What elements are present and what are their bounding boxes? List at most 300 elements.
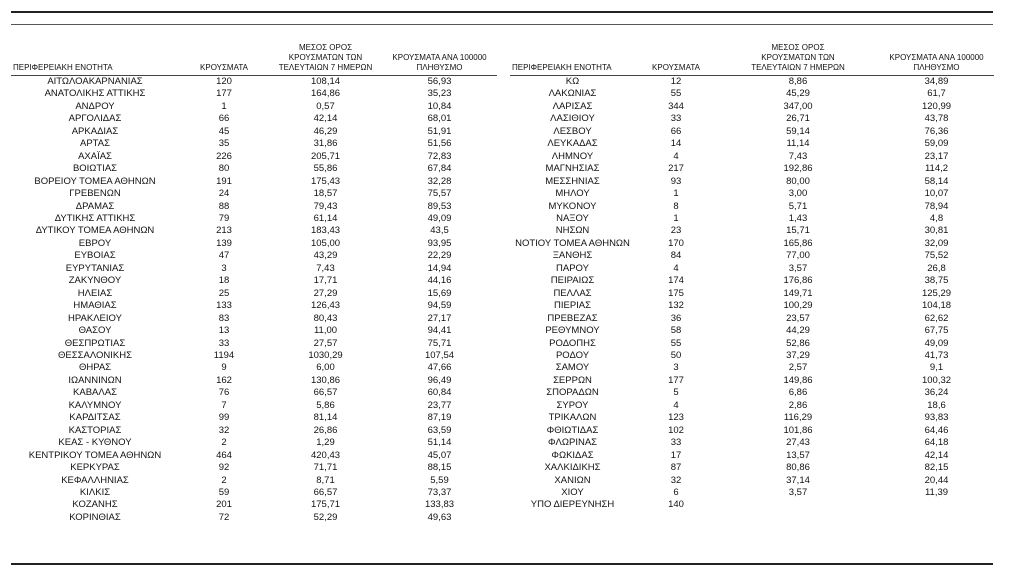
- region-name-cell: ΣΑΜΟΥ: [555, 362, 590, 374]
- seven-day-average-cell: 116,29: [783, 412, 813, 424]
- cases-cell: 3: [673, 362, 679, 374]
- seven-day-average-cell: 149,86: [783, 374, 813, 386]
- region-name-cell: ΗΡΑΚΛΕΙΟΥ: [68, 312, 122, 324]
- header-per100k-line1: ΚΡΟΥΣΜΑΤΑ ΑΝΑ 100000: [889, 53, 984, 62]
- cases-cell: 1: [221, 100, 227, 112]
- seven-day-average-cell: 26,71: [786, 113, 810, 125]
- cases-per-100k-cell: 104,18: [921, 300, 952, 312]
- table-row: [11, 325, 497, 337]
- seven-day-average-cell: 17,71: [313, 275, 338, 287]
- region-name-cell: ΛΗΜΝΟΥ: [551, 150, 594, 162]
- region-name-cell: ΦΛΩΡΙΝΑΣ: [547, 437, 598, 449]
- cases-cell: 1: [673, 188, 679, 200]
- cases-per-100k-cell: 14,94: [427, 262, 452, 274]
- region-name-cell: ΑΧΑΪΑΣ: [78, 150, 112, 162]
- seven-day-average-cell: 8,71: [316, 474, 335, 486]
- seven-day-average-cell: 164,86: [310, 88, 341, 100]
- bottom-border: [11, 563, 993, 565]
- table-row: [510, 176, 994, 188]
- region-name-cell: ΜΑΓΝΗΣΙΑΣ: [545, 163, 600, 175]
- region-name-cell: ΠΕΛΛΑΣ: [553, 287, 592, 299]
- seven-day-average-cell: 420,43: [310, 449, 341, 461]
- cases-cell: 25: [218, 287, 230, 299]
- table-row: [11, 238, 497, 250]
- table-body-right: [510, 76, 994, 512]
- cases-cell: 17: [670, 449, 682, 461]
- table-row: [11, 163, 497, 175]
- seven-day-average-cell: [717, 499, 879, 511]
- header-7day-average: [269, 30, 382, 76]
- region-name-cell: ΚΕΝΤΡΙΚΟΥ ΤΟΜΕΑ ΑΘΗΝΩΝ: [28, 449, 162, 461]
- cases-per-100k-cell: 26,8: [927, 262, 946, 274]
- header-per100k-line1: ΚΡΟΥΣΜΑΤΑ ΑΝΑ 100000: [392, 53, 487, 62]
- table-row: [11, 450, 497, 462]
- table-row: [11, 512, 497, 524]
- seven-day-average-cell: 347,00: [783, 100, 813, 112]
- seven-day-average-cell: 44,29: [786, 325, 810, 337]
- seven-day-average-cell: 77,00: [786, 250, 810, 262]
- table-row: [11, 313, 497, 325]
- region-name-cell: ΑΝΔΡΟΥ: [75, 100, 115, 112]
- cases-per-100k-cell: 10,84: [427, 100, 452, 112]
- cases-per-100k-cell: 43,78: [924, 113, 949, 125]
- region-name-cell: ΔΥΤΙΚΟΥ ΤΟΜΕΑ ΑΘΗΝΩΝ: [35, 225, 155, 237]
- region-name-cell: ΚΕΡΚΥΡΑΣ: [70, 462, 120, 474]
- region-name-cell: ΔΡΑΜΑΣ: [75, 200, 115, 212]
- region-name-cell: ΘΑΣΟΥ: [78, 325, 112, 337]
- region-name-cell: ΚΟΡΙΝΘΙΑΣ: [69, 511, 121, 523]
- cases-per-100k-cell: 23,17: [924, 150, 949, 162]
- table-row: [510, 113, 994, 125]
- table-row: [11, 300, 497, 312]
- seven-day-average-cell: 80,86: [786, 462, 810, 474]
- cases-per-100k-cell: 49,09: [924, 337, 949, 349]
- region-name-cell: ΕΥΡΥΤΑΝΙΑΣ: [65, 262, 125, 274]
- table-row: [510, 450, 994, 462]
- region-name-cell: ΝΑΞΟΥ: [556, 212, 589, 224]
- cases-per-100k-cell: 43,5: [430, 225, 449, 237]
- cases-cell: 33: [218, 337, 230, 349]
- seven-day-average-cell: 3,57: [788, 486, 808, 498]
- seven-day-average-cell: 205,71: [310, 150, 341, 162]
- region-name-cell: ΣΥΡΟΥ: [556, 399, 589, 411]
- cases-per-100k-cell: 75,52: [924, 250, 949, 262]
- table-row: [510, 250, 994, 262]
- table-row: [11, 188, 497, 200]
- region-name-cell: ΑΡΓΟΛΙΔΑΣ: [68, 113, 122, 125]
- region-name-cell: ΜΥΚΟΝΟΥ: [548, 200, 597, 212]
- region-name-cell: ΛΑΣΙΘΙΟΥ: [550, 113, 595, 125]
- cases-cell: 174: [668, 275, 684, 287]
- cases-cell: 464: [216, 449, 232, 461]
- table-row: [11, 487, 497, 499]
- region-name-cell: ΥΠΟ ΔΙΕΡΕΥΝΗΣΗ: [530, 499, 615, 511]
- cases-cell: 177: [216, 88, 232, 100]
- cases-per-100k-cell: 11,39: [924, 486, 949, 498]
- header-region: ΠΕΡΙΦΕΡΕΙΑΚΗ ΕΝΟΤΗΤΑ: [11, 30, 179, 76]
- cases-per-100k-cell: 42,14: [924, 449, 949, 461]
- cases-cell: 132: [668, 300, 684, 312]
- region-name-cell: ΜΕΣΣΗΝΙΑΣ: [545, 175, 600, 187]
- cases-cell: 87: [670, 462, 682, 474]
- table-row: [510, 201, 994, 213]
- region-name-cell: ΗΛΕΙΑΣ: [77, 287, 113, 299]
- table-row: [11, 412, 497, 424]
- region-name-cell: ΙΩΑΝΝΙΝΩΝ: [68, 374, 122, 386]
- cases-cell: 177: [668, 374, 684, 386]
- region-name-cell: ΧΑΛΚΙΔΙΚΗΣ: [544, 462, 601, 474]
- region-name-cell: ΣΕΡΡΩΝ: [553, 374, 592, 386]
- cases-cell: 3: [221, 262, 227, 274]
- header-cases-per-100k: [382, 30, 497, 76]
- cases-per-100k-cell: 9,1: [929, 362, 944, 374]
- region-name-cell: ΛΕΥΚΑΔΑΣ: [547, 138, 598, 150]
- cases-cell: 35: [218, 138, 230, 150]
- table-row: [11, 499, 497, 511]
- cases-cell: 139: [216, 237, 232, 249]
- region-name-cell: ΠΙΕΡΙΑΣ: [553, 300, 592, 312]
- cases-cell: 33: [670, 437, 682, 449]
- cases-per-100k-cell: 87,19: [427, 412, 452, 424]
- table-row: [510, 499, 994, 511]
- cases-per-100k-cell: 76,36: [924, 125, 949, 137]
- seven-day-average-cell: 11,00: [313, 325, 338, 337]
- seven-day-average-cell: 11,14: [786, 138, 810, 150]
- table-row: [11, 176, 497, 188]
- region-name-cell: ΛΑΚΩΝΙΑΣ: [548, 88, 597, 100]
- region-name-cell: ΚΑΒΑΛΑΣ: [73, 387, 117, 399]
- table-row: [510, 437, 994, 449]
- cases-per-100k-cell: 125,29: [921, 287, 952, 299]
- region-name-cell: ΛΑΡΙΣΑΣ: [552, 100, 593, 112]
- cases-table-left: [11, 30, 497, 524]
- cases-per-100k-cell: 82,15: [924, 462, 949, 474]
- header-row: [510, 30, 994, 76]
- seven-day-average-cell: 7,43: [316, 262, 335, 274]
- seven-day-average-cell: 192,86: [783, 163, 813, 175]
- cases-per-100k-cell: 73,37: [427, 486, 452, 498]
- seven-day-average-cell: 5,71: [788, 200, 808, 212]
- seven-day-average-cell: 3,00: [788, 188, 808, 200]
- seven-day-average-cell: 42,14: [313, 113, 338, 125]
- header-avg-line1: ΜΕΣΟΣ ΟΡΟΣ: [771, 43, 825, 52]
- seven-day-average-cell: 37,14: [786, 474, 810, 486]
- cases-per-100k-cell: 51,91: [427, 125, 452, 137]
- table-row: [11, 462, 497, 474]
- cases-per-100k-cell: 44,16: [427, 275, 452, 287]
- cases-cell: 9: [221, 362, 227, 374]
- region-name-cell: ΜΗΛΟΥ: [555, 188, 590, 200]
- table-row: [11, 88, 497, 100]
- cases-per-100k-cell: 62,62: [924, 312, 949, 324]
- table-row: [11, 437, 497, 449]
- header-avg-line2: ΚΡΟΥΣΜΑΤΩΝ ΤΩΝ: [761, 53, 835, 62]
- cases-per-100k-cell: 32,28: [427, 175, 452, 187]
- region-name-cell: ΑΝΑΤΟΛΙΚΗΣ ΑΤΤΙΚΗΣ: [44, 88, 146, 100]
- table-row: [510, 338, 994, 350]
- table-row: [510, 387, 994, 399]
- seven-day-average-cell: 130,86: [310, 374, 341, 386]
- table-row: [510, 126, 994, 138]
- seven-day-average-cell: 31,86: [313, 138, 338, 150]
- region-name-cell: ΦΩΚΙΔΑΣ: [551, 449, 594, 461]
- region-name-cell: ΘΕΣΠΡΩΤΙΑΣ: [64, 337, 126, 349]
- cases-per-100k-cell: 133,83: [424, 499, 455, 511]
- table-row: [510, 425, 994, 437]
- cases-per-100k-cell: 41,73: [924, 349, 949, 361]
- cases-per-100k-cell: 5,59: [430, 474, 449, 486]
- cases-per-100k-cell: 51,14: [427, 437, 452, 449]
- cases-cell: 170: [668, 237, 684, 249]
- table-row: [11, 250, 497, 262]
- region-name-cell: ΤΡΙΚΑΛΩΝ: [548, 412, 597, 424]
- seven-day-average-cell: 2,57: [788, 362, 808, 374]
- cases-per-100k-cell: 20,44: [924, 474, 949, 486]
- region-name-cell: ΚΑΣΤΟΡΙΑΣ: [68, 424, 122, 436]
- seven-day-average-cell: 55,86: [313, 163, 338, 175]
- seven-day-average-cell: 3,57: [788, 262, 808, 274]
- seven-day-average-cell: 79,43: [313, 200, 338, 212]
- cases-cell: 45: [218, 125, 230, 137]
- cases-cell: 76: [218, 387, 230, 399]
- seven-day-average-cell: 71,71: [313, 462, 338, 474]
- seven-day-average-cell: 2,86: [788, 399, 808, 411]
- cases-cell: 4: [673, 399, 679, 411]
- table-row: [510, 475, 994, 487]
- cases-cell: 2: [221, 474, 227, 486]
- cases-per-100k-cell: 67,84: [427, 163, 452, 175]
- table-row: [510, 138, 994, 150]
- cases-cell: 23: [670, 225, 682, 237]
- table-row: [510, 300, 994, 312]
- top-thin-border: [11, 24, 993, 25]
- region-name-cell: ΡΟΔΟΠΗΣ: [549, 337, 596, 349]
- table-row: [510, 163, 994, 175]
- top-border: [11, 11, 993, 13]
- cases-cell: 59: [218, 486, 230, 498]
- cases-cell: 344: [668, 100, 684, 112]
- cases-cell: 50: [670, 349, 682, 361]
- seven-day-average-cell: 8,86: [788, 76, 808, 87]
- seven-day-average-cell: 1,29: [316, 437, 335, 449]
- seven-day-average-cell: 37,29: [786, 349, 810, 361]
- cases-per-100k-cell: [879, 499, 994, 511]
- cases-cell: 120: [216, 76, 232, 87]
- region-name-cell: ΕΒΡΟΥ: [78, 237, 112, 249]
- cases-per-100k-cell: 100,32: [921, 374, 952, 386]
- table-row: [510, 263, 994, 275]
- cases-per-100k-cell: 30,81: [924, 225, 949, 237]
- cases-per-100k-cell: 107,54: [424, 349, 455, 361]
- header-avg-line2: ΚΡΟΥΣΜΑΤΩΝ ΤΩΝ: [288, 53, 363, 62]
- table-body-left: [11, 76, 497, 525]
- cases-per-100k-cell: 60,84: [427, 387, 452, 399]
- seven-day-average-cell: 52,29: [313, 511, 338, 523]
- seven-day-average-cell: 80,00: [786, 175, 810, 187]
- cases-cell: 12: [670, 76, 682, 87]
- cases-per-100k-cell: 35,23: [427, 88, 452, 100]
- region-name-cell: ΧΙΟΥ: [561, 486, 584, 498]
- seven-day-average-cell: 175,43: [310, 175, 341, 187]
- seven-day-average-cell: 6,86: [788, 387, 808, 399]
- region-name-cell: ΡΕΘΥΜΝΟΥ: [545, 325, 600, 337]
- region-name-cell: ΛΕΣΒΟΥ: [553, 125, 592, 137]
- table-row: [510, 350, 994, 362]
- cases-per-100k-cell: 94,41: [427, 325, 452, 337]
- table-row: [510, 400, 994, 412]
- region-name-cell: ΘΕΣΣΑΛΟΝΙΚΗΣ: [58, 349, 132, 361]
- seven-day-average-cell: 149,71: [783, 287, 813, 299]
- region-name-cell: ΝΗΣΩΝ: [555, 225, 590, 237]
- cases-cell: 66: [218, 113, 230, 125]
- cases-cell: 14: [670, 138, 682, 150]
- seven-day-average-cell: 81,14: [313, 412, 338, 424]
- region-name-cell: ΘΗΡΑΣ: [78, 362, 112, 374]
- header-avg-line1: ΜΕΣΟΣ ΟΡΟΣ: [298, 43, 353, 52]
- cases-cell: 79: [218, 212, 230, 224]
- cases-per-100k-cell: 47,66: [427, 362, 452, 374]
- cases-per-100k-cell: 96,49: [427, 374, 452, 386]
- region-name-cell: ΗΜΑΘΙΑΣ: [73, 300, 117, 312]
- table-row: [11, 362, 497, 374]
- cases-cell: 4: [673, 262, 679, 274]
- seven-day-average-cell: 23,57: [786, 312, 810, 324]
- seven-day-average-cell: 7,43: [788, 150, 808, 162]
- region-name-cell: ΝΟΤΙΟΥ ΤΟΜΕΑ ΑΘΗΝΩΝ: [515, 237, 630, 249]
- region-name-cell: ΑΙΤΩΛΟΑΚΑΡΝΑΝΙΑΣ: [47, 76, 143, 87]
- cases-per-100k-cell: 94,59: [427, 300, 452, 312]
- table-row: [11, 138, 497, 150]
- table-row: [510, 88, 994, 100]
- cases-per-100k-cell: 32,09: [924, 237, 949, 249]
- cases-cell: 18: [218, 275, 230, 287]
- seven-day-average-cell: 80,43: [313, 312, 338, 324]
- seven-day-average-cell: 13,57: [786, 449, 810, 461]
- seven-day-average-cell: 61,14: [313, 212, 338, 224]
- cases-cell: 213: [216, 225, 232, 237]
- table-row: [510, 412, 994, 424]
- cases-cell: 32: [670, 474, 682, 486]
- table-row: [11, 113, 497, 125]
- table-row: [510, 225, 994, 237]
- cases-cell: 2: [221, 437, 227, 449]
- cases-per-100k-cell: 45,07: [427, 449, 452, 461]
- seven-day-average-cell: 105,00: [310, 237, 341, 249]
- region-name-cell: ΚΕΑΣ - ΚΥΘΝΟΥ: [58, 437, 132, 449]
- region-name-cell: ΔΥΤΙΚΗΣ ΑΤΤΙΚΗΣ: [54, 212, 136, 224]
- seven-day-average-cell: 18,57: [313, 188, 338, 200]
- cases-per-100k-cell: 120,99: [921, 100, 952, 112]
- seven-day-average-cell: 27,29: [313, 287, 338, 299]
- cases-cell: 123: [668, 412, 684, 424]
- cases-cell: 5: [673, 387, 679, 399]
- region-name-cell: ΚΟΖΑΝΗΣ: [72, 499, 118, 511]
- cases-cell: 84: [670, 250, 682, 262]
- cases-cell: 47: [218, 250, 230, 262]
- table-row: [510, 213, 994, 225]
- cases-per-100k-cell: 4,8: [929, 212, 944, 224]
- cases-per-100k-cell: 67,75: [924, 325, 949, 337]
- cases-cell: 88: [218, 200, 230, 212]
- seven-day-average-cell: 27,43: [786, 437, 810, 449]
- cases-cell: 83: [218, 312, 230, 324]
- cases-cell: 6: [673, 486, 679, 498]
- table-row: [11, 338, 497, 350]
- cases-cell: 72: [218, 511, 230, 523]
- cases-per-100k-cell: 93,95: [427, 237, 452, 249]
- seven-day-average-cell: 100,29: [783, 300, 813, 312]
- table-row: [11, 288, 497, 300]
- cases-cell: 92: [218, 462, 230, 474]
- table-row: [11, 387, 497, 399]
- table-row: [510, 325, 994, 337]
- seven-day-average-cell: 0,57: [316, 100, 335, 112]
- cases-cell: 36: [670, 312, 682, 324]
- seven-day-average-cell: 165,86: [783, 237, 813, 249]
- cases-per-100k-cell: 56,93: [427, 76, 452, 87]
- seven-day-average-cell: 45,29: [786, 88, 810, 100]
- region-name-cell: ΚΕΦΑΛΛΗΝΙΑΣ: [61, 474, 129, 486]
- cases-cell: 80: [218, 163, 230, 175]
- cases-cell: 102: [668, 424, 684, 436]
- cases-cell: 24: [218, 188, 230, 200]
- cases-table-right: [510, 30, 994, 512]
- header-7day-average: [717, 30, 879, 76]
- region-name-cell: ΡΟΔΟΥ: [555, 349, 590, 361]
- seven-day-average-cell: 176,86: [783, 275, 813, 287]
- region-name-cell: ΕΥΒΟΙΑΣ: [74, 250, 116, 262]
- region-name-cell: ΚΑΛΥΜΝΟΥ: [68, 399, 122, 411]
- cases-per-100k-cell: 75,57: [427, 188, 452, 200]
- cases-per-100k-cell: 36,24: [924, 387, 949, 399]
- cases-cell: 66: [670, 125, 682, 137]
- table-row: [11, 475, 497, 487]
- cases-per-100k-cell: 59,09: [924, 138, 949, 150]
- table-row: [510, 462, 994, 474]
- seven-day-average-cell: 52,86: [786, 337, 810, 349]
- seven-day-average-cell: 46,29: [313, 125, 338, 137]
- region-name-cell: ΑΡΤΑΣ: [80, 138, 110, 150]
- cases-cell: 1194: [213, 349, 235, 361]
- cases-cell: 175: [668, 287, 684, 299]
- seven-day-average-cell: 6,00: [316, 362, 335, 374]
- cases-cell: 226: [216, 150, 232, 162]
- header-per100k-line2: ΠΛΗΘΥΣΜΟ: [416, 63, 463, 72]
- region-name-cell: ΖΑΚΥΝΘΟΥ: [68, 275, 122, 287]
- seven-day-average-cell: 26,86: [313, 424, 338, 436]
- table-row: [11, 151, 497, 163]
- cases-cell: 33: [670, 113, 682, 125]
- header-avg-line3: ΤΕΛΕΥΤΑΙΩΝ 7 ΗΜΕΡΩΝ: [751, 63, 845, 72]
- cases-cell: 55: [670, 337, 682, 349]
- table-row: [510, 362, 994, 374]
- seven-day-average-cell: 108,14: [310, 76, 341, 87]
- cases-per-100k-cell: 22,29: [427, 250, 452, 262]
- cases-per-100k-cell: 114,2: [924, 163, 949, 175]
- region-name-cell: ΚΩ: [565, 76, 580, 87]
- table-row: [11, 425, 497, 437]
- region-name-cell: ΠΕΙΡΑΙΩΣ: [550, 275, 595, 287]
- cases-per-100k-cell: 27,17: [427, 312, 452, 324]
- seven-day-average-cell: 1030,29: [308, 349, 343, 361]
- cases-per-100k-cell: 38,75: [924, 275, 949, 287]
- region-name-cell: ΒΟΙΩΤΙΑΣ: [72, 163, 118, 175]
- table-row: [510, 288, 994, 300]
- table-row: [11, 76, 497, 89]
- table-row: [11, 225, 497, 237]
- header-cases: ΚΡΟΥΣΜΑΤΑ: [179, 30, 269, 76]
- table-row: [11, 201, 497, 213]
